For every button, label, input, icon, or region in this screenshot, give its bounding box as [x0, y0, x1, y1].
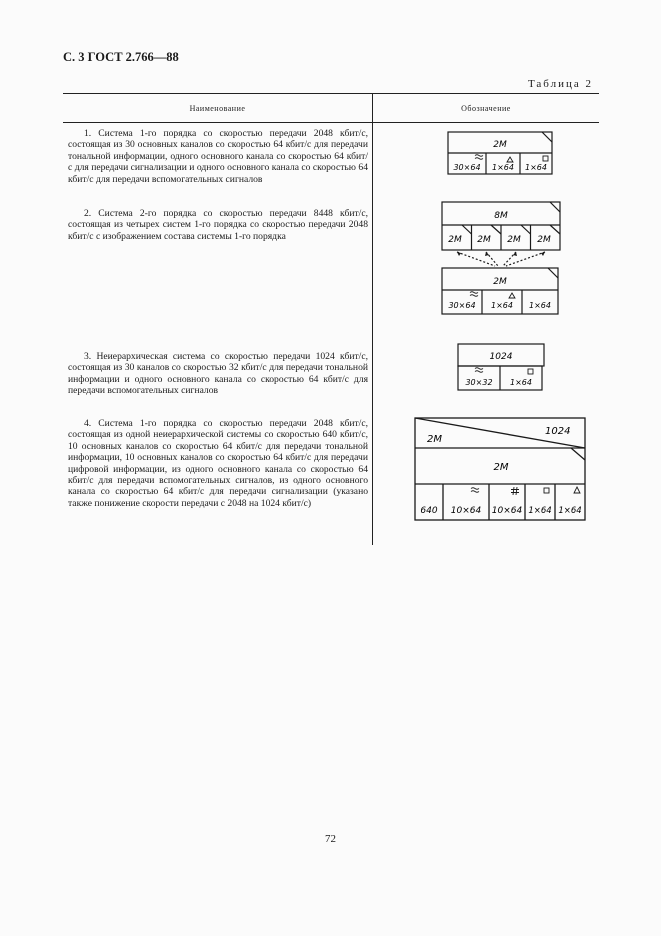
table-row-1-text: 1. Система 1-го порядка со скоростью передачи 2048 кбит/с, состоящая из 30 основных каналов со скоростью 64 кбит/с для передачи тональной информации, одного основного канала со скоростью 64 кбит/с для передачи сигнализации и одного основного канала со скоростью 64 кбит/с для передачи вспомогательных сигналов	[68, 128, 368, 185]
symbol-4-cell-5: 1×64	[558, 506, 582, 516]
table-caption: Таблица 2	[527, 78, 593, 90]
symbol-3-cell-2: 1×64	[510, 378, 532, 387]
symbol-1-cell-2: 1×64	[492, 163, 514, 172]
symbol-2-cell-1: 30×64	[448, 301, 476, 310]
symbol-2-sub-1: 2М	[448, 235, 462, 245]
symbol-system-2	[440, 200, 565, 318]
column-header-symbol: Обозначение	[461, 104, 511, 113]
symbol-1-cell-1: 30×64	[453, 163, 481, 172]
symbol-4-cell-4: 1×64	[528, 506, 552, 516]
symbol-4-cell-3: 10×64	[491, 506, 523, 516]
table-header-rule	[63, 122, 599, 123]
table-row-4-text: 4. Система 1-го порядка со скоростью передачи 2048 кбит/с, состоящая из одной неиерархической системы со скоростью 640 кбит/с, 10 основных каналов со скоростью 64 кбит/с для передачи тональной информации, 10 основных каналов со скоростью 64 кбит/с для передачи цифровой информации, из одного основного канала со скоростью 64 кбит/с для передачи вспомогательных сигналов, из одного основного канала со скоростью 64 кбит/с для передачи сигнализации (указано также понижение скорости передачи с 2048 на 1024 кбит/с)	[68, 418, 368, 509]
symbol-1-cell-3: 1×64	[525, 163, 547, 172]
page-header: С. 3 ГОСТ 2.766—88	[63, 50, 179, 64]
table-top-rule	[63, 93, 599, 94]
table-row-3-text: 3. Неиерархическая система со скоростью передачи 1024 кбит/с, состоящая из 30 каналов со скоростью 32 кбит/с для передачи тональной информации и одного основного канала со скоростью 64 кбит/с для передачи вспомогательных сигналов	[68, 351, 368, 397]
symbol-3-top-label: 1024	[489, 352, 513, 362]
symbol-3-cell-1: 30×32	[465, 378, 493, 387]
symbol-system-4	[413, 416, 587, 524]
column-separator	[372, 93, 373, 545]
page-number: 72	[325, 833, 336, 845]
symbol-4-to-label: 1024	[545, 426, 571, 437]
column-header-name: Наименование	[189, 104, 246, 113]
symbol-4-mid-label: 2М	[493, 462, 509, 473]
symbol-4-from-label: 2М	[427, 434, 442, 445]
table-row-2-text: 2. Система 2-го порядка со скоростью передачи 8448 кбит/с, состоящая из четырех систем 1-го порядка со скоростью передачи 2048 кбит/с с изображением состава системы 1-го порядка	[68, 208, 368, 242]
symbol-2-sub-3: 2М	[507, 235, 521, 245]
symbol-system-1	[440, 130, 560, 178]
symbol-2-cell-3: 1×64	[529, 301, 551, 310]
symbol-2-cell-2: 1×64	[491, 301, 513, 310]
symbol-4-cell-2: 10×64	[450, 506, 482, 516]
symbol-2-sub-4: 2М	[537, 235, 551, 245]
symbol-2-sub-2: 2М	[477, 235, 491, 245]
symbol-system-3	[452, 342, 548, 394]
symbol-2-lower-top-label: 2М	[493, 277, 507, 287]
symbol-1-top-label: 2М	[493, 140, 507, 150]
symbol-4-cell-1: 640	[420, 506, 438, 516]
symbol-2-top-label: 8М	[494, 211, 508, 221]
